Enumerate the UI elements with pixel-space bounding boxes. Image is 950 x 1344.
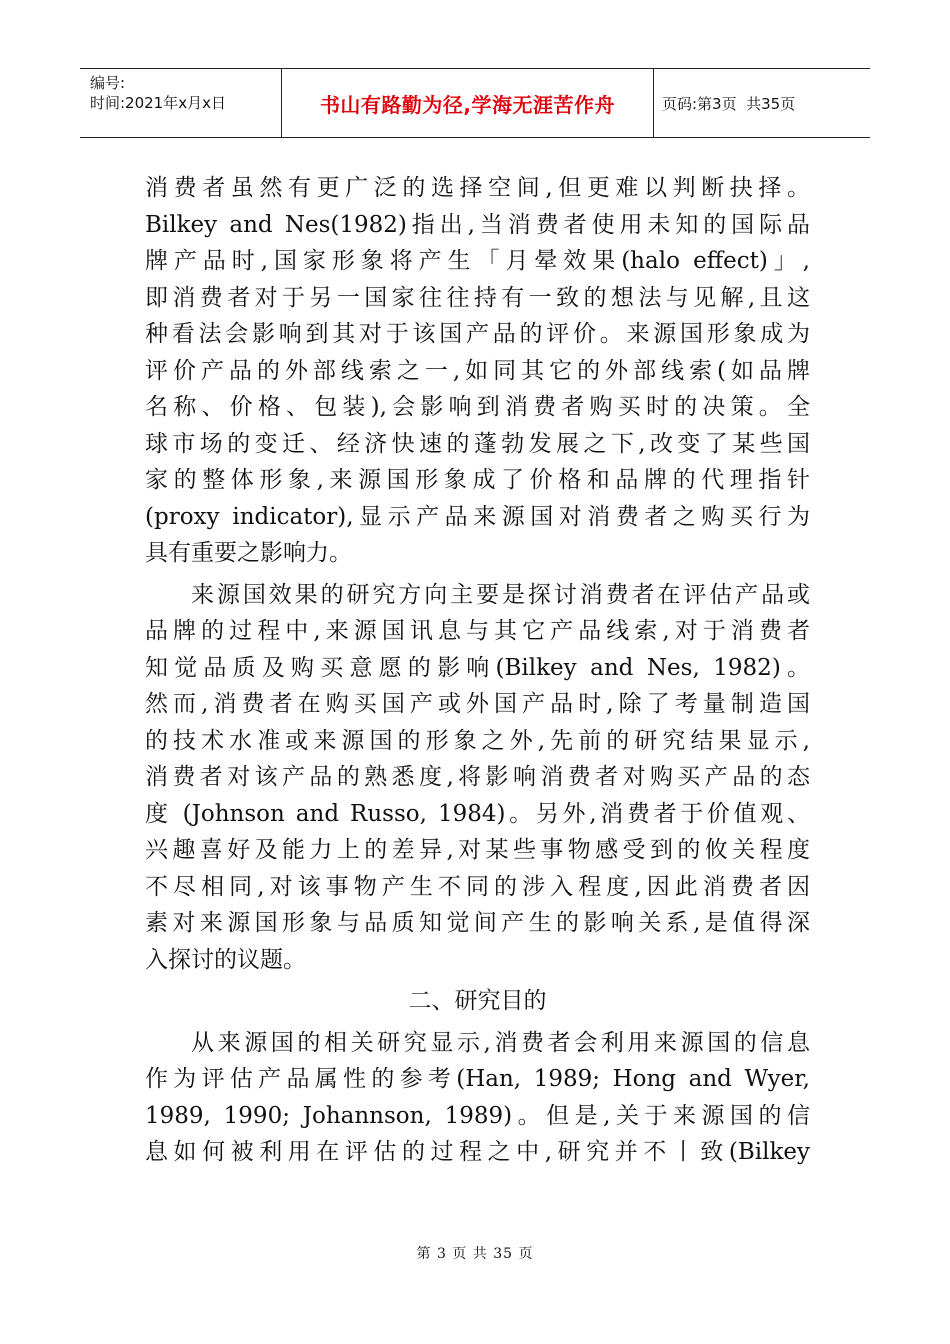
text-line: 1989, 1990; Johannson, 1989)。但是,关于来源国的信 <box>145 1102 810 1129</box>
text-line: 不尽相同,对该事物产生不同的涉入程度,因此消费者因 <box>145 873 810 900</box>
paragraph-1 <box>145 170 810 572</box>
text-line: 然而,消费者在购买国产或外国产品时,除了考量制造国 <box>145 691 810 717</box>
page-info-text: 页码:第3页 共35页 <box>662 94 796 113</box>
text-line: 即消费者对于另一国家往往持有一致的想法与见解,且这 <box>145 284 810 311</box>
page-footer: 第 3 页 共 35 页 <box>416 1246 534 1262</box>
header-page-info <box>654 69 870 137</box>
text-line: 兴趣喜好及能力上的差异,对某些事物感受到的攸关程度 <box>145 837 810 863</box>
text-line: 消费者对该产品的熟悉度,将影响消费者对购买产品的态 <box>145 764 810 790</box>
header-motto: 书山有路勤为径,学海无涯苦作舟 <box>282 69 654 137</box>
text-line: 种看法会影响到其对于该国产品的评价。来源国形象成为 <box>145 321 810 347</box>
header-meta <box>80 69 282 137</box>
text-line: 牌产品时,国家形象将产生「月晕效果(halo effect)」, <box>145 248 810 274</box>
paragraph-3 <box>145 1025 810 1171</box>
page-header <box>80 68 870 138</box>
text-line: 名称、价格、包装),会影响到消费者购买时的决策。全 <box>145 394 810 420</box>
text-line: 度 (Johnson and Russo, 1984)。另外,消费者于价值观、 <box>145 800 810 827</box>
text-line: 作为评估产品属性的参考(Han, 1989; Hong and Wyer, <box>145 1066 810 1092</box>
text-line: 素对来源国形象与品质知觉间产生的影响关系,是值得深 <box>145 910 810 936</box>
text-line: Bilkey and Nes(1982)指出,当消费者使用未知的国际品 <box>145 211 810 238</box>
text-line: (proxy indicator),显示产品来源国对消费者之购买行为 <box>145 503 810 530</box>
paragraph-2 <box>145 577 810 979</box>
text-line: 入探讨的议题。 <box>145 946 306 973</box>
document-body <box>145 170 810 1171</box>
text-line: 从来源国的相关研究显示,消费者会利用来源国的信息 <box>191 1029 810 1056</box>
section-heading: 二、研究目的 <box>408 988 547 1014</box>
text-line: 消费者虽然有更广泛的选择空间,但更难以判断抉择。 <box>145 175 810 201</box>
document-date: 时间:2021年x月x日 <box>90 94 226 112</box>
text-line: 的技术水准或来源国的形象之外,先前的研究结果显示, <box>145 727 810 754</box>
text-line: 品牌的过程中,来源国讯息与其它产品线索,对于消费者 <box>145 618 810 644</box>
text-line: 评价产品的外部线索之一,如同其它的外部线索(如品牌 <box>145 357 810 384</box>
text-line: 球市场的变迁、经济快速的蓬勃发展之下,改变了某些国 <box>145 430 810 457</box>
document-number: 编号: <box>90 74 126 92</box>
text-line: 息如何被利用在评估的过程之中,研究并不丨致(Bilkey <box>145 1139 810 1165</box>
text-line: 知觉品质及购买意愿的影响(Bilkey and Nes, 1982)。 <box>145 654 810 681</box>
text-line: 具有重要之影响力。 <box>145 540 352 566</box>
text-line: 来源国效果的研究方向主要是探讨消费者在评估产品或 <box>191 581 810 608</box>
text-line: 家的整体形象,来源国形象成了价格和品牌的代理指针 <box>145 467 810 493</box>
